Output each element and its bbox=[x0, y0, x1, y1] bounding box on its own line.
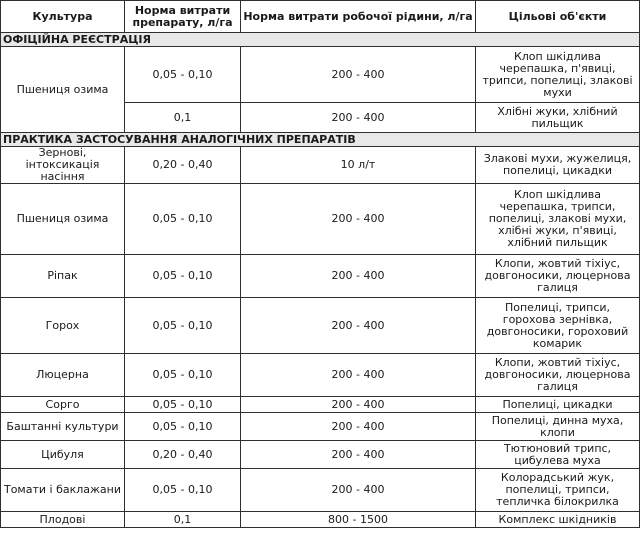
header-targets: Цільові об'єкти bbox=[476, 1, 640, 33]
cell-targets: Попелиці, цикадки bbox=[476, 397, 640, 413]
cell-targets: Клопи, жовтий тіхіус, довгоносики, люцернова галиця bbox=[476, 354, 640, 397]
cell-rate: 0,05 - 0,10 bbox=[125, 184, 241, 255]
cell-crop: Баштанні культури bbox=[1, 413, 125, 441]
cell-rate: 0,05 - 0,10 bbox=[125, 354, 241, 397]
table-row bbox=[1, 255, 640, 298]
cell-crop: Томати і баклажани bbox=[1, 469, 125, 512]
table-row bbox=[1, 47, 640, 103]
section-row bbox=[1, 133, 640, 147]
cell-targets: Колорадський жук, попелиці, трипси, тепличка білокрилка bbox=[476, 469, 640, 512]
cell-rate: 0,20 - 0,40 bbox=[125, 147, 241, 184]
cell-crop: Пшениця озима bbox=[1, 184, 125, 255]
cell-liquid: 800 - 1500 bbox=[241, 512, 476, 528]
table-row bbox=[1, 147, 640, 184]
cell-targets: Клоп шкідлива черепашка, п'явиці, трипси, попелиці, злакові мухи bbox=[476, 47, 640, 103]
cell-liquid: 200 - 400 bbox=[241, 47, 476, 103]
cell-liquid: 200 - 400 bbox=[241, 469, 476, 512]
cell-rate: 0,05 - 0,10 bbox=[125, 47, 241, 103]
cell-targets: Попелиці, динна муха, клопи bbox=[476, 413, 640, 441]
cell-targets: Хлібні жуки, хлібний пильщик bbox=[476, 103, 640, 133]
cell-crop: Горох bbox=[1, 298, 125, 354]
cell-crop: Люцерна bbox=[1, 354, 125, 397]
table-row bbox=[1, 354, 640, 397]
cell-rate: 0,20 - 0,40 bbox=[125, 441, 241, 469]
cell-liquid: 200 - 400 bbox=[241, 103, 476, 133]
cell-liquid: 200 - 400 bbox=[241, 184, 476, 255]
cell-targets: Злакові мухи, жужелиця, попелиці, цикадки bbox=[476, 147, 640, 184]
cell-liquid: 200 - 400 bbox=[241, 255, 476, 298]
cell-rate: 0,05 - 0,10 bbox=[125, 298, 241, 354]
header-rate-liquid: Норма витрати робочої рідини, л/га bbox=[241, 1, 476, 33]
cell-liquid: 200 - 400 bbox=[241, 354, 476, 397]
table-row bbox=[1, 512, 640, 528]
cell-liquid: 200 - 400 bbox=[241, 397, 476, 413]
cell-crop: Плодові bbox=[1, 512, 125, 528]
cell-targets: Тютюновий трипс, цибулева муха bbox=[476, 441, 640, 469]
header-crop: Культура bbox=[1, 1, 125, 33]
cell-rate: 0,1 bbox=[125, 103, 241, 133]
cell-crop: Пшениця озима bbox=[1, 47, 125, 133]
section-practice-title: ПРАКТИКА ЗАСТОСУВАННЯ АНАЛОГІЧНИХ ПРЕПАРАТІВ bbox=[1, 133, 640, 147]
cell-rate: 0,05 - 0,10 bbox=[125, 413, 241, 441]
cell-liquid: 200 - 400 bbox=[241, 441, 476, 469]
cell-targets: Клоп шкідлива черепашка, трипси, попелиці, злакові мухи, хлібні жуки, п'явиці, хлібний пильщик bbox=[476, 184, 640, 255]
cell-liquid: 200 - 400 bbox=[241, 298, 476, 354]
table-row bbox=[1, 469, 640, 512]
table-row bbox=[1, 184, 640, 255]
cell-crop: Зернові, інтоксикація насіння bbox=[1, 147, 125, 184]
cell-crop: Ріпак bbox=[1, 255, 125, 298]
cell-rate: 0,05 - 0,10 bbox=[125, 397, 241, 413]
cell-crop: Цибуля bbox=[1, 441, 125, 469]
cell-crop: Сорго bbox=[1, 397, 125, 413]
section-row bbox=[1, 33, 640, 47]
cell-targets: Комплекс шкідників bbox=[476, 512, 640, 528]
cell-rate: 0,05 - 0,10 bbox=[125, 255, 241, 298]
cell-rate: 0,1 bbox=[125, 512, 241, 528]
cell-targets: Попелиці, трипси, горохова зернівка, довгоносики, гороховий комарик bbox=[476, 298, 640, 354]
cell-rate: 0,05 - 0,10 bbox=[125, 469, 241, 512]
header-row bbox=[1, 1, 640, 33]
table-row bbox=[1, 397, 640, 413]
cell-liquid: 10 л/т bbox=[241, 147, 476, 184]
table-row bbox=[1, 298, 640, 354]
cell-liquid: 200 - 400 bbox=[241, 413, 476, 441]
header-rate-product: Норма витрати препарату, л/га bbox=[125, 1, 241, 33]
cell-targets: Клопи, жовтий тіхіус, довгоносики, люцернова галиця bbox=[476, 255, 640, 298]
table-row bbox=[1, 441, 640, 469]
section-official-title: ОФІЦІЙНА РЕЄСТРАЦІЯ bbox=[1, 33, 640, 47]
table-row bbox=[1, 413, 640, 441]
